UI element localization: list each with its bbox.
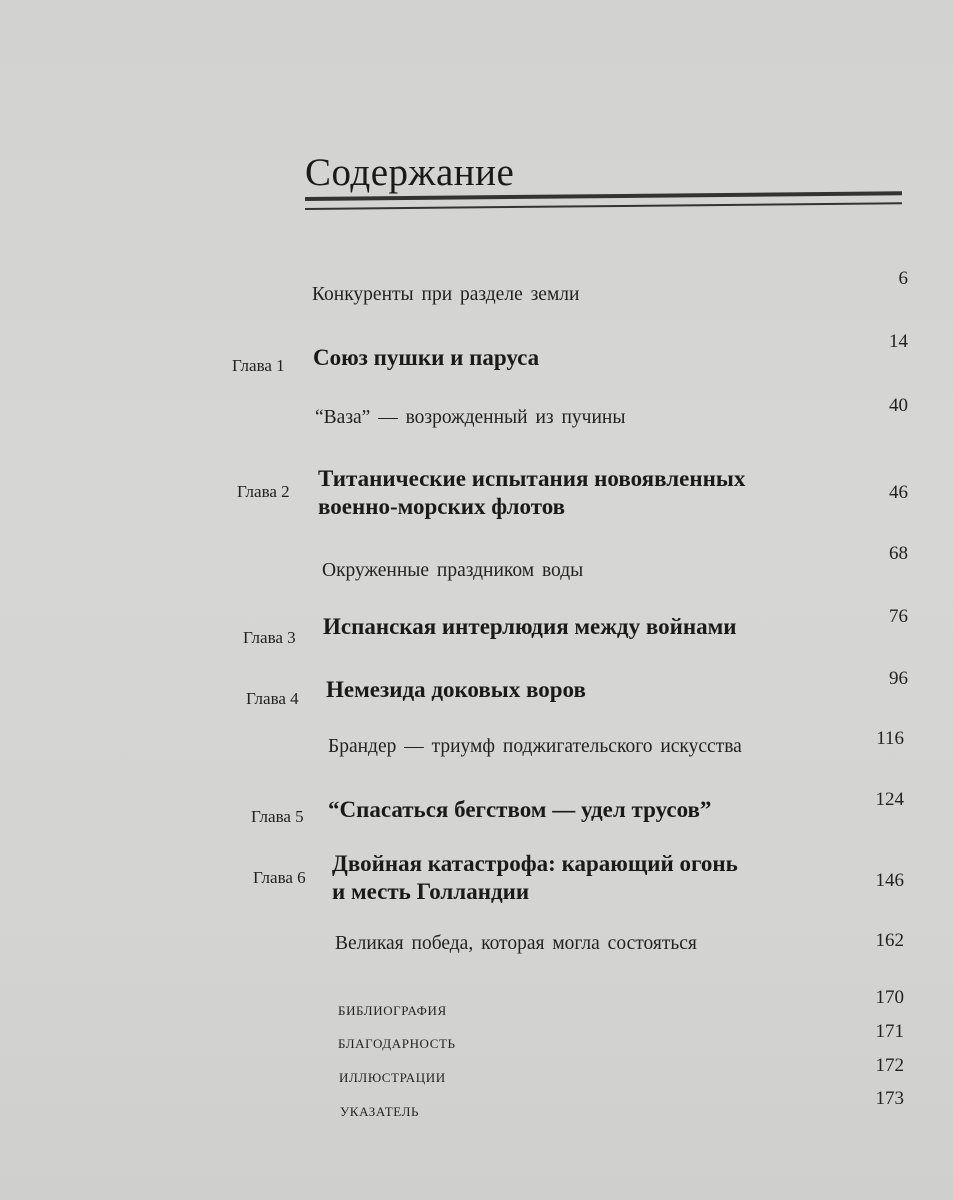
toc-entry-page: 14 [889,331,908,352]
back-matter-title[interactable]: БИБЛИОГРАФИЯ [338,1003,447,1018]
toc-entry-page: 116 [876,728,904,749]
toc-entry-title[interactable]: Брандер — триумф поджигательского искусства [328,736,742,757]
toc-entry-page: 40 [889,395,908,416]
title-rule-thin [305,202,902,209]
back-matter-title[interactable]: БЛАГОДАРНОСТЬ [338,1036,456,1051]
toc-entry-page: 162 [875,930,904,951]
toc-entry-title[interactable]: Окруженные праздником воды [322,560,584,581]
chapter-label: Глава 6 [253,868,306,887]
chapter-label: Глава 4 [246,689,299,708]
chapter-label: Глава 5 [251,807,304,826]
back-matter-page: 172 [875,1055,904,1076]
back-matter-title[interactable]: УКАЗАТЕЛЬ [340,1104,420,1119]
page-title: Содержание [305,151,515,194]
toc-entry-page: 76 [889,606,908,627]
toc-entry-page: 96 [889,668,908,689]
chapter-title[interactable]: Немезида доковых воров [326,677,586,702]
toc-entry-title[interactable]: “Ваза” — возрожденный из пучины [315,407,626,428]
toc-entry-title[interactable]: Конкуренты при разделе земли [312,284,580,305]
chapter-title[interactable]: “Спасаться бегством — удел трусов” [328,797,712,822]
chapter-title-line1[interactable]: Титанические испытания новоявленных [318,466,746,491]
chapter-label: Глава 3 [243,628,296,647]
chapter-title[interactable]: Союз пушки и паруса [313,345,540,370]
chapter-label: Глава 2 [237,482,290,501]
back-matter-page: 170 [875,987,904,1008]
chapter-title-line2[interactable]: военно-морских флотов [318,494,566,519]
toc-entry-page: 46 [889,482,908,503]
chapter-title[interactable]: Испанская интерлюдия между войнами [323,614,737,639]
toc-entry-page: 124 [875,789,904,810]
back-matter-page: 173 [875,1088,904,1109]
toc-entry-page: 6 [898,268,908,289]
back-matter-page: 171 [875,1021,904,1042]
toc-entry-page: 146 [875,870,904,891]
back-matter-title[interactable]: ИЛЛЮСТРАЦИИ [339,1070,446,1085]
chapter-title-line2[interactable]: и месть Голландии [332,879,530,904]
chapter-title-line1[interactable]: Двойная катастрофа: карающий огонь [332,851,738,876]
chapter-label: Глава 1 [232,356,285,375]
toc-entry-page: 68 [889,543,908,564]
toc-entry-title[interactable]: Великая победа, которая могла состояться [335,933,697,954]
